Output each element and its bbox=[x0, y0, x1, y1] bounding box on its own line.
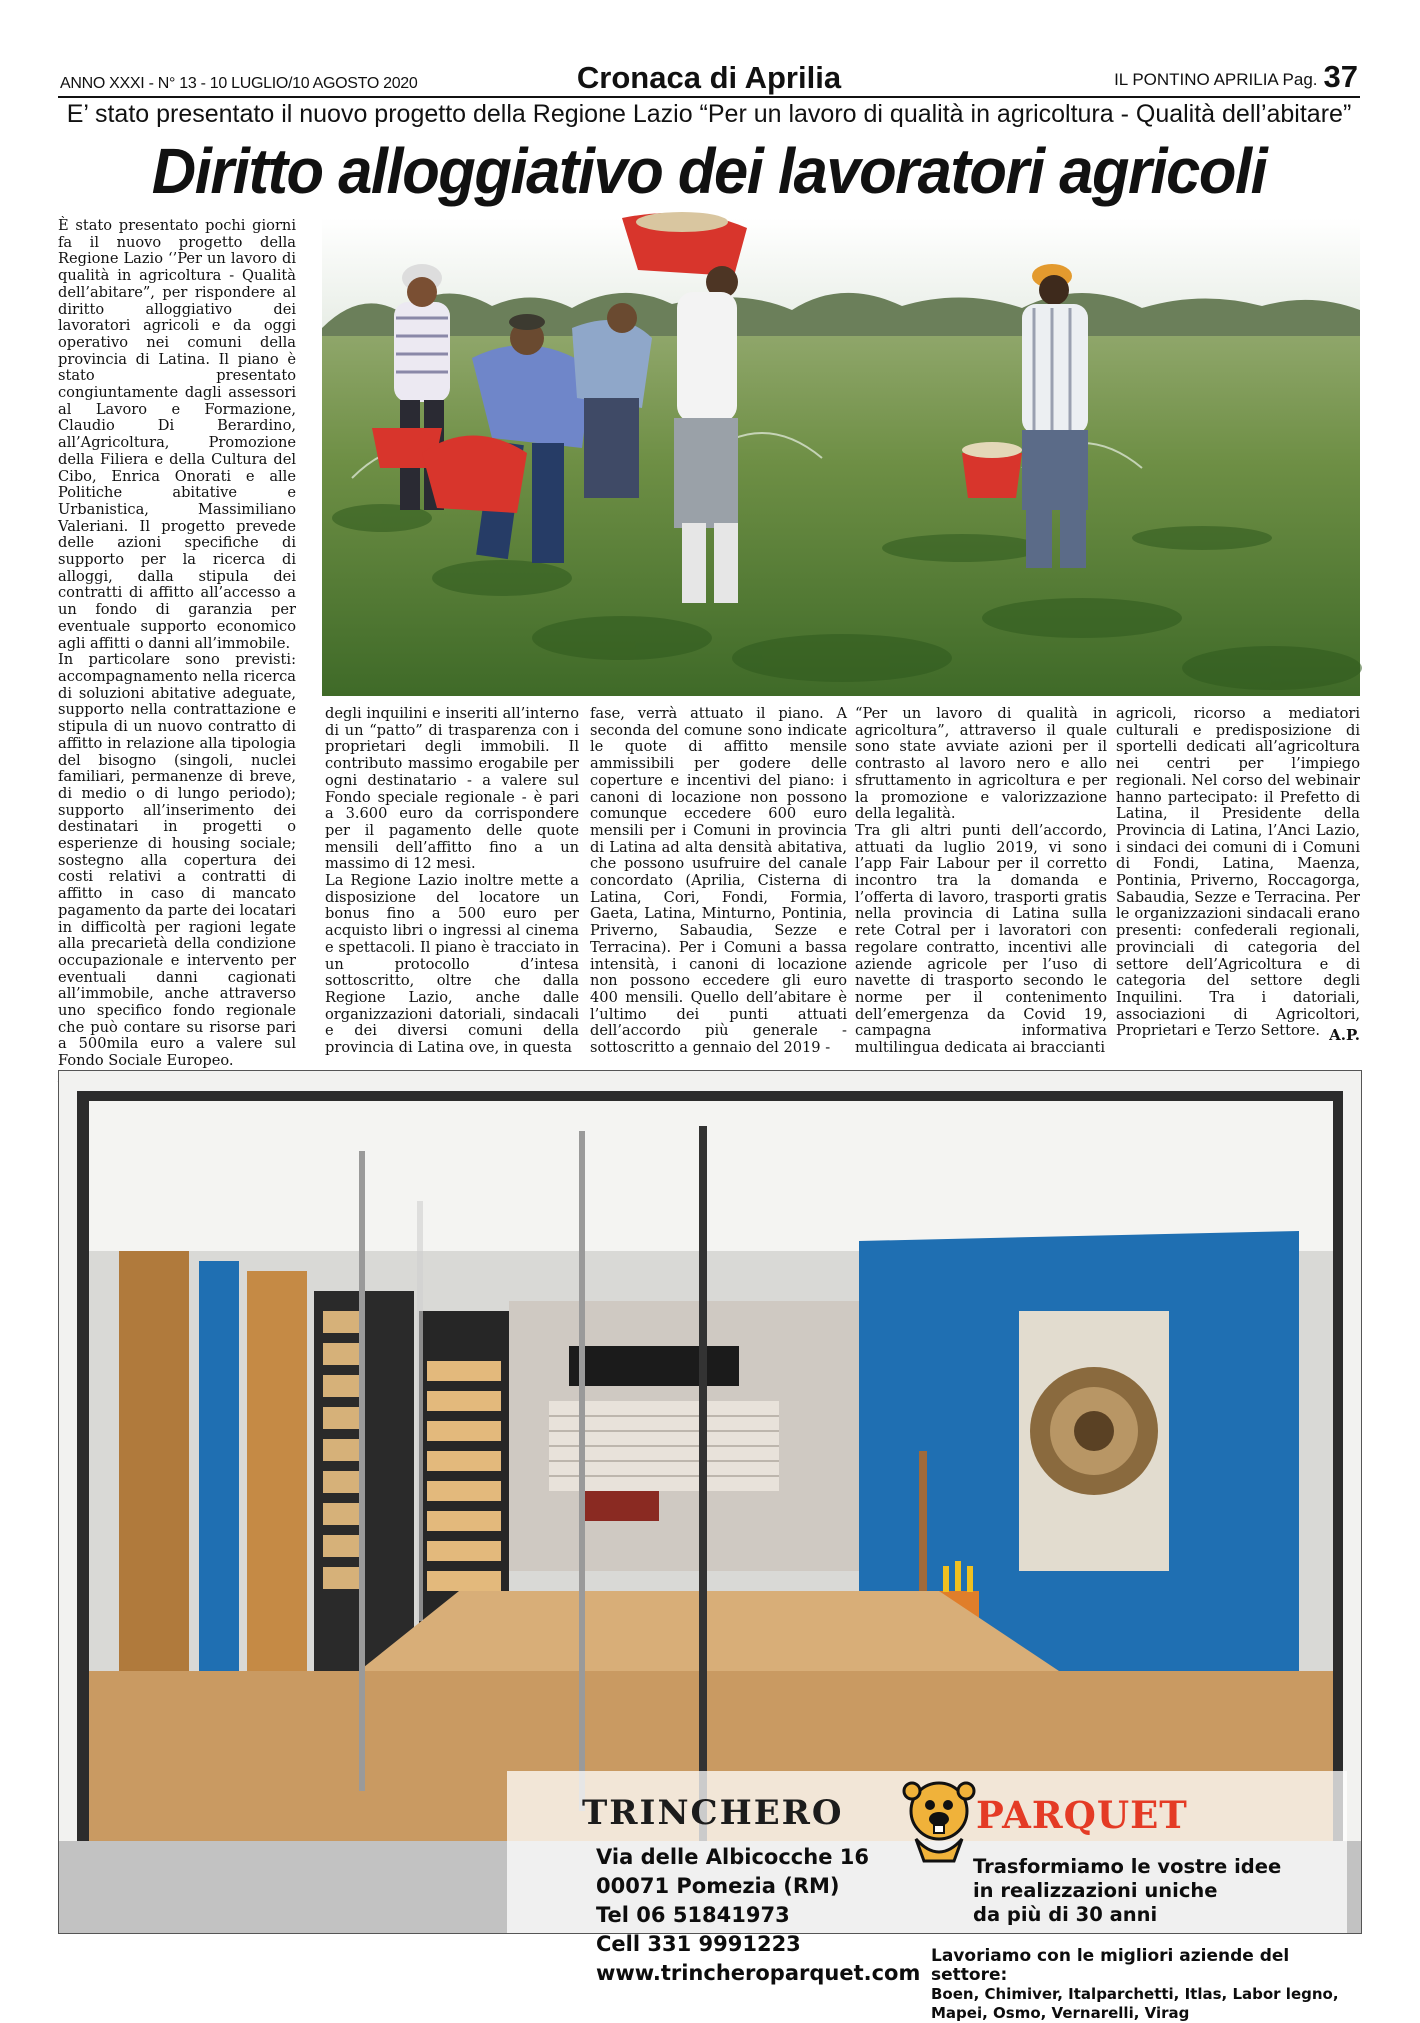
phone-line: Tel 06 51841973 bbox=[596, 1903, 790, 1927]
paragraph: La Regione Lazio inoltre mette a disposizione del locatore un bonus fino a 500 euro per acquisto libri o ingressi al cinema e spettacoli. Il piano è tracciato in un protocollo d’intesa sottoscritto, oltre che dalla Regione Lazio, anche dalle organizzazioni datoriali, sindacali e dei diversi comuni della provincia di Latina ove, in questa bbox=[325, 872, 579, 1057]
page-number: 37 bbox=[1323, 59, 1358, 94]
brand-name-right: PARQUET bbox=[976, 1793, 1188, 1837]
ad-slogan bbox=[973, 1855, 1281, 1927]
article-column-2 bbox=[325, 706, 579, 1057]
author-signature: A.P. bbox=[1329, 1026, 1360, 1044]
paragraph: degli inquilini e inseriti all’interno di un “patto” di trasparenza con i proprietari degli immobili. Il contributo massimo erogabile per ogni destinatario - a valere sul Fondo speciale regionale - è pari a 3.600 euro da corrispondere per il pagamento delle quote mensili dell’affitto fino a un massimo di 12 mesi. bbox=[325, 705, 579, 873]
paragraph: fase, verrà attuato il piano. A seconda del comune sono indicate le quote di affitto mensile ammissibili per godere delle coperture e incentivi del piano: i canoni di locazione non possono comunque eccedere 600 euro mensili per i Comuni in provincia di Latina ad alta densità abitativa, che possono usufruire del canale concordato (Aprilia, Cisterna di Latina, Cori, Fondi, Formia, Gaeta, Latina, Minturno, Pontinia, Priverno, Sabaudia, Sezze e Terracina). Per i Comuni a bassa intensità, i canoni di locazione non possono eccedere gli euro 400 mensili. Quello dell’abitare è l’ultimo dei punti attuati dell’accordo più generale - sottoscritto a gennaio del 2019 - bbox=[590, 705, 847, 1057]
farmworkers-photo bbox=[322, 218, 1360, 696]
partners-list: Mapei, Osmo, Vernarelli, Virag bbox=[931, 2004, 1190, 2022]
city-line: 00071 Pomezia (RM) bbox=[596, 1874, 840, 1898]
paper-name: IL PONTINO APRILIA Pag. bbox=[1114, 70, 1318, 89]
contact-block bbox=[596, 1843, 920, 1988]
website-link[interactable]: www.trincheroparquet.com bbox=[596, 1961, 921, 1985]
trinchero-parquet-ad bbox=[58, 1070, 1362, 2022]
paragraph: È stato presentato pochi giorni fa il nuovo progetto della Regione Lazio ‘’Per un lavoro di qualità in agricoltura - Qualità dell’abitare”, per rispondere al diritto alloggiativo dei lavoratori agricoli e da oggi operativo nei comuni della provincia di Latina. Il piano è stato presentato congiuntamente dagli assessori al Lavoro e Formazione, Claudio Di Berardino, all’Agricoltura, Promozione della Filiera e della Cultura del Cibo, Enrica Onorati e alle Politiche abitative e Urbanistica, Massimiliano Valeriani. Il progetto prevede delle azioni specifiche di supporto per la ricerca di alloggi, dalla stipula dei contratti di affitto all’accesso a un fondo di garanzia per eventuale supporto economico agli affitti o danni all’immobile. bbox=[58, 217, 296, 652]
article-column-1 bbox=[58, 218, 296, 1137]
cell-line: Cell 331 9991223 bbox=[596, 1932, 801, 1956]
article-column-3 bbox=[590, 706, 847, 1057]
slogan-line: Trasformiamo le vostre idee bbox=[973, 1855, 1282, 1878]
masthead bbox=[58, 52, 1360, 98]
address-line: Via delle Albicocche 16 bbox=[596, 1845, 869, 1869]
section-title: Cronaca di Aprilia bbox=[576, 60, 842, 95]
paragraph: “Per un lavoro di qualità in agricoltura”, attraverso il quale sono state avviate azioni per il contrasto al lavoro nero e allo sfruttamento in agricoltura e per la promozione e valorizzazione della legalità. bbox=[855, 705, 1107, 823]
paragraph: agricoli, ricorso a mediatori culturali e predisposizione di sportelli dedicati all’agricoltura nei centri per l’impiego regionali. Nel corso del webinair hanno partecipato: il Prefetto di Latina, il Presidente della Provincia di Latina, l’Anci Lazio, i sindaci dei comuni di i Comuni di Fondi, Latina, Maenza, Pontinia, Priverno, Roccagorga, Sabaudia, Sezze e Terracina. Per le organizzazioni sindacali erano presenti: confederali regionali, provinciali di categoria del settore dell’Agricoltura e di categoria del settore degli Inquilini. Tra i datoriali, associazioni di Agricoltori, Proprietari e Terzo Settore. bbox=[1116, 705, 1360, 1040]
farmworkers-illustration bbox=[322, 218, 1360, 696]
partners-list: Boen, Chimiver, Italparchetti, Itlas, Labor legno, bbox=[931, 1985, 1339, 2003]
article-column-4 bbox=[855, 706, 1107, 1057]
slogan-line: da più di 30 anni bbox=[973, 1903, 1158, 1926]
paragraph: In particolare sono previsti: accompagnamento nella ricerca di soluzioni abitative adeguate, supporto nella contrattazione e stipula di un nuovo contratto di affitto in relazione alla tipologia del bisogno (singoli, nuclei familiari, permanenze di breve, di medio o di lungo periodo); supporto all’inserimento dei destinatari in progetti o esperienze di housing sociale; sostegno alla copertura dei costi relativi a contratti di affitto in caso di mancato pagamento da parte dei locatari in difficoltà per ragioni legate alla precarietà della condizione occupazionale e intervento per eventuali danni cagionati all’immobile, anche attraverso uno specifico fondo regionale che può contare su risorse pari a 500mila euro a valere sul Fondo Sociale Europeo. bbox=[58, 651, 296, 1070]
brand-name-left: TRINCHERO bbox=[582, 1793, 844, 1833]
issue-info: ANNO XXXI - N° 13 - 10 LUGLIO/10 AGOSTO 2020 bbox=[60, 75, 418, 92]
partners-title: Lavoriamo con le migliori aziende del settore: bbox=[931, 1946, 1290, 1985]
slogan-line: in realizzazioni uniche bbox=[973, 1879, 1218, 1902]
paragraph: Tra gli altri punti dell’accordo, attuati da luglio 2019, vi sono l’app Fair Labour per il corretto incontro tra la domanda e l’offerta di lavoro, trasporti gratis nella provincia di Latina sulla rete Cotral per i lavoratori con regolare contratto, incentivi alle aziende agricole per l’uso di navette di trasporto secondo le norme per il contenimento dell’emergenza da Covid 19, campagna informativa multilingua dedicata ai braccianti bbox=[855, 821, 1107, 1057]
article-headline: Diritto alloggiativo dei lavoratori agricoli bbox=[151, 135, 1267, 207]
paper-page bbox=[1114, 59, 1358, 95]
article-column-5 bbox=[1116, 706, 1360, 1040]
partners-block bbox=[931, 1947, 1371, 2023]
article-kicker: E’ stato presentato il nuovo progetto della Regione Lazio “Per un lavoro di qualità in agricoltura - Qualità dell’abitare” bbox=[66, 100, 1352, 128]
